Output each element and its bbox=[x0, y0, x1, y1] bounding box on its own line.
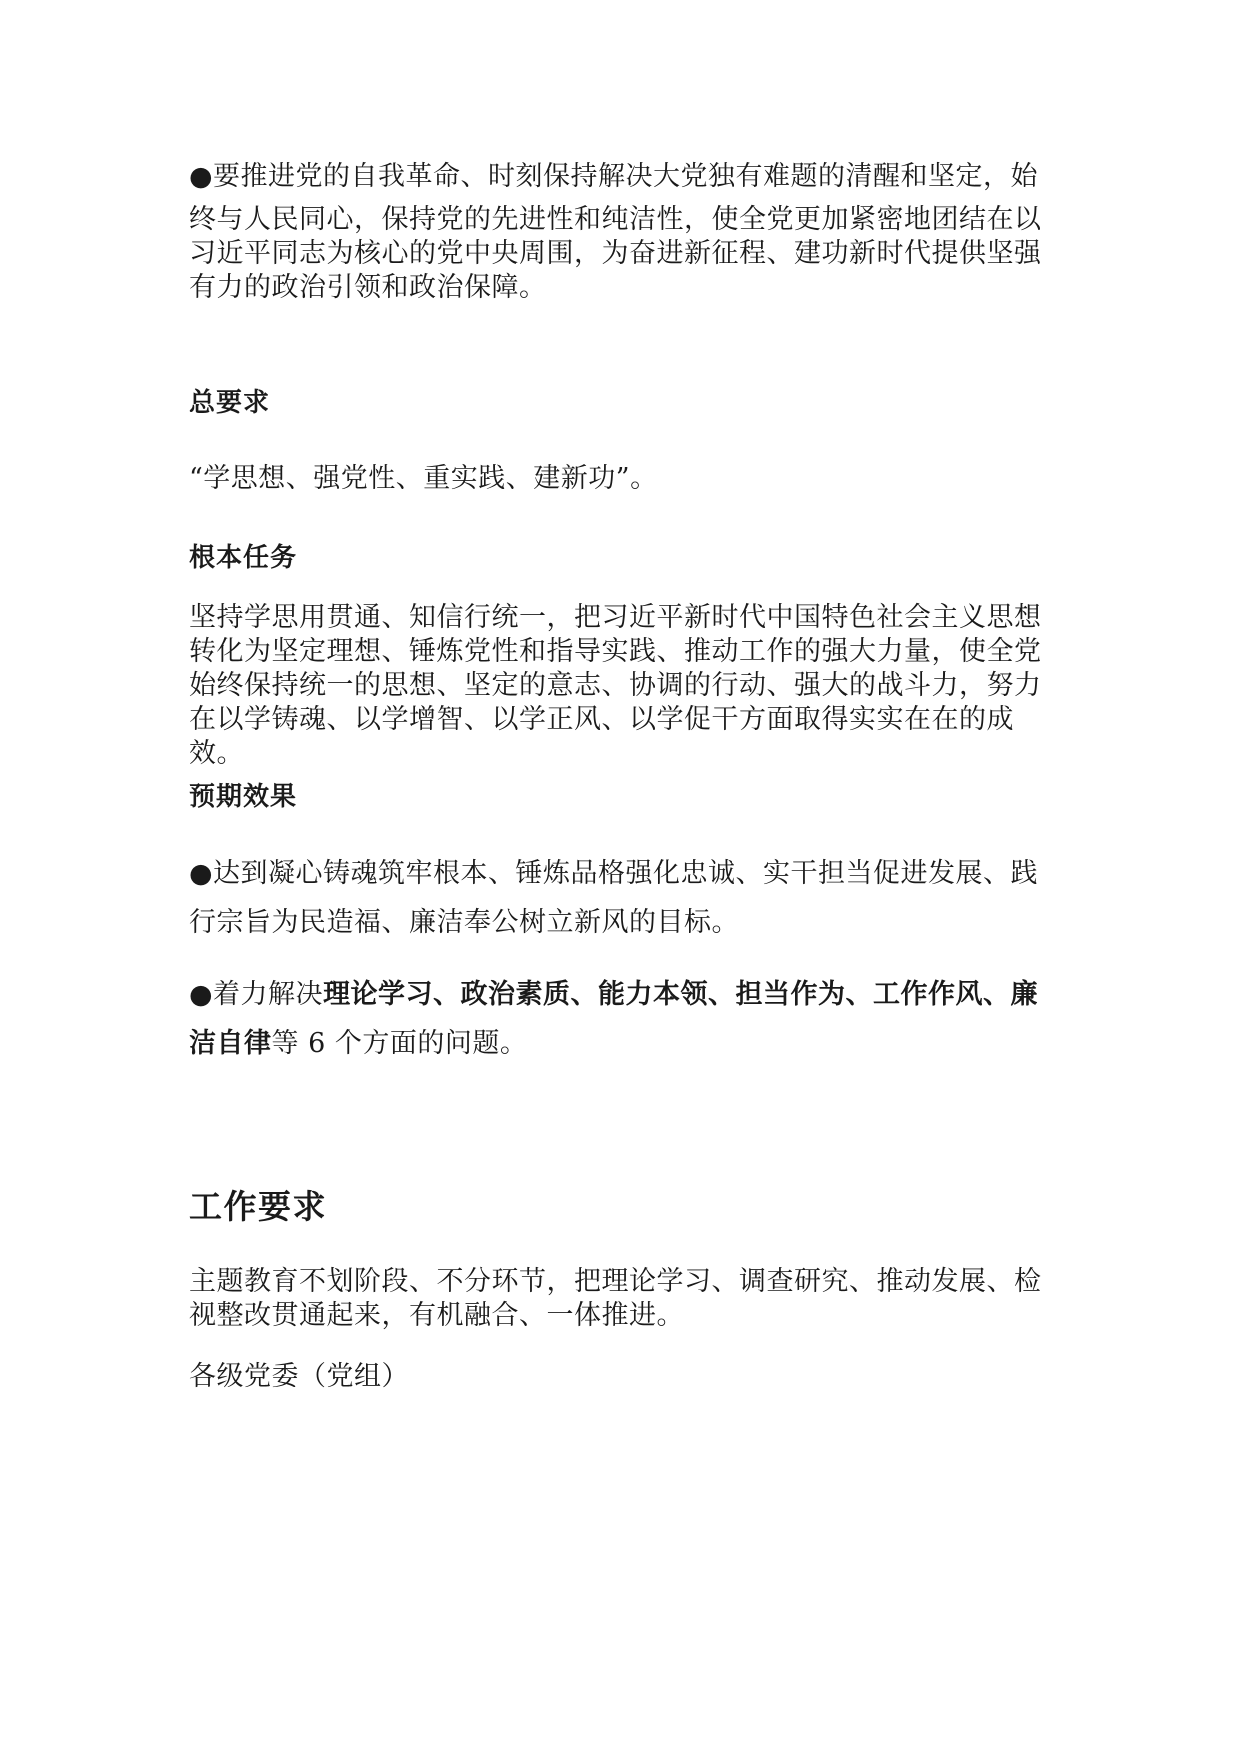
point-2-bold-issues: 理论学习、政治素质、能力本领、担当作为、工作作风、廉洁自律 bbox=[189, 979, 1039, 1059]
intro-paragraph-continued: 终与人民同心，保持党的先进性和纯洁性，使全党更加紧密地团结在以习近平同志为核心的党中央周围，为奋进新征程、建功新时代提供坚强有力的政治引领和政治保障。 bbox=[189, 204, 1042, 303]
heading-work-requirement: 工作要求 bbox=[189, 1187, 327, 1226]
party-committee-text: 各级党委（党组） bbox=[189, 1361, 409, 1392]
fundamental-task-text: 坚持学思用贯通、知信行统一，把习近平新时代中国特色社会主义思想转化为坚定理想、锤炼党性和指导实践、推动工作的强大力量，使全党始终保持统一的思想、坚定的意志、协调的行动、强大的战斗力，努力在以学铸魂、以学增智、以学正风、以学促干方面取得实实在在的成效。 bbox=[189, 602, 1042, 769]
expected-effect-point-2 bbox=[189, 970, 1059, 1068]
work-requirement-text: 主题教育不划阶段、不分环节，把理论学习、调查研究、推动发展、检视整改贯通起来，有机融合、一体推进。 bbox=[189, 1266, 1042, 1331]
heading-fundamental-task: 根本任务 bbox=[189, 543, 298, 573]
intro-paragraph bbox=[189, 152, 1059, 201]
general-requirement-text: “学思想、强党性、重实践、建新功”。 bbox=[189, 463, 658, 494]
point-2-suffix: 等 6 个方面的问题。 bbox=[271, 1028, 528, 1059]
point-2-prefix: ●着力解决 bbox=[189, 979, 324, 1010]
heading-expected-effect: 预期效果 bbox=[189, 782, 298, 812]
intro-line-1: ●要推进党的自我革命、时刻保持解决大党独有难题的清醒和坚定，始 bbox=[189, 161, 1039, 192]
expected-effect-point-1: ●达到凝心铸魂筑牢根本、锤炼品格强化忠诚、实干担当促进发展、践行宗旨为民造福、廉洁奉公树立新风的目标。 bbox=[189, 858, 1039, 938]
heading-general-requirement: 总要求 bbox=[189, 388, 271, 418]
